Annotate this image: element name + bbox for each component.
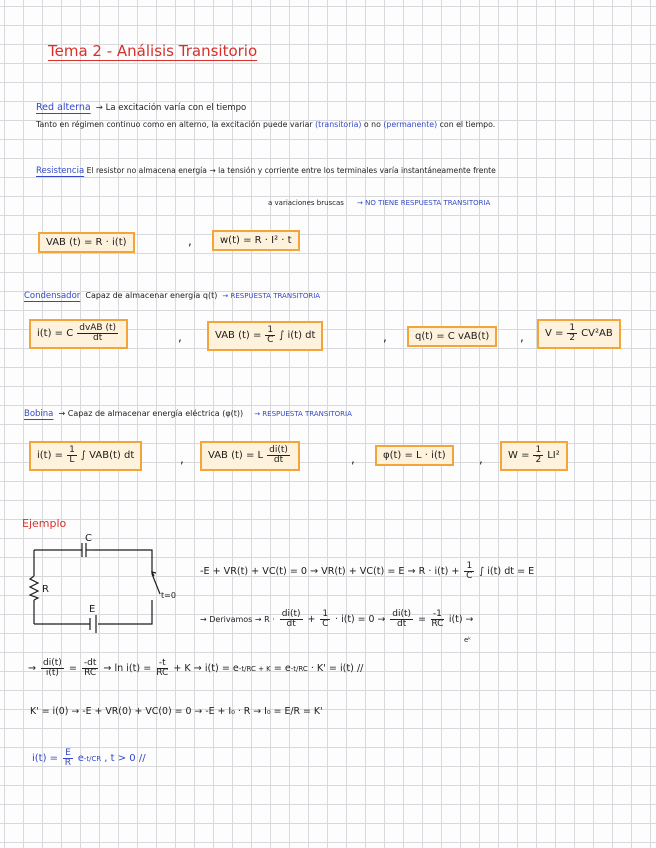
equation-derivative [200, 610, 473, 630]
bf4-right: LI² [547, 450, 560, 462]
separator: , [188, 234, 192, 248]
bobina-formula-current [29, 441, 142, 471]
final-right: , t > 0 // [104, 753, 146, 765]
o-no-text: o no [363, 120, 381, 129]
separator: , [520, 330, 524, 344]
eq2-den4: RC [431, 619, 444, 630]
bf1-left: i(t) = [37, 450, 64, 462]
cf2-left: VAB (t) = [215, 330, 262, 342]
equation-integration [28, 659, 363, 679]
source-symbol [90, 615, 96, 633]
eq3-den3: RC [156, 668, 169, 679]
cf4-left: V = [545, 328, 564, 340]
eq2-num2: 1 [322, 609, 329, 619]
bf1-fraction [67, 446, 77, 466]
eq3-f: · K' = i(t) // [310, 663, 364, 675]
resistencia-formula-energy [212, 230, 300, 251]
eq3-c: → ln i(t) = [103, 663, 152, 675]
cf3-text: q(t) = C vAB(t) [415, 331, 490, 342]
resistor-symbol [30, 576, 38, 600]
eq3-d: + K → i(t) = e [173, 663, 239, 675]
transitoria-text: (transitoria) [315, 120, 362, 129]
rc-circuit-diagram [28, 530, 176, 632]
resistor-label: R [42, 584, 49, 595]
bf1-num: 1 [69, 445, 75, 455]
cf1-num: dvAB (t) [79, 323, 117, 333]
eq3-frac1 [41, 659, 64, 679]
eq3-b: = [68, 663, 77, 675]
bobina-line [24, 401, 352, 420]
bf1-right: ∫ VAB(t) dt [80, 450, 135, 462]
cf1-fraction [77, 324, 118, 344]
cf2-num: 1 [267, 325, 274, 335]
capacitor-symbol [82, 543, 86, 557]
eq3-exp2: -t/RC [290, 664, 308, 673]
separator: , [479, 452, 483, 466]
separator: , [178, 330, 182, 344]
eq2-d: = [418, 614, 426, 626]
formula-w-text: w(t) = R · I² · t [220, 235, 292, 246]
eq2-den1: dt [286, 619, 296, 630]
red-alterna-line [36, 95, 246, 114]
formula-vab-text: VAB (t) = R · i(t) [46, 237, 127, 248]
eq2-a: → Derivamos → R · [200, 615, 275, 625]
top-wire [34, 550, 152, 574]
cf2-fraction [265, 326, 275, 346]
eq3-num3: -t [158, 658, 166, 668]
ejemplo-heading: Ejemplo [22, 517, 67, 530]
final-result [32, 749, 146, 769]
switch-symbol [152, 574, 160, 594]
eq2-frac4 [431, 610, 444, 630]
cf4-den: 2 [569, 333, 576, 344]
eq3-e: = e [273, 663, 291, 675]
separator: , [383, 330, 387, 344]
eq1-num: 1 [466, 561, 473, 571]
final-left: i(t) = [32, 753, 59, 765]
variaciones-text: a variaciones bruscas [268, 199, 344, 207]
condensador-line [24, 283, 320, 302]
bf2-left: VAB (t) = L [208, 450, 264, 462]
eq1-a: -E + VR(t) + VC(t) = 0 → VR(t) + VC(t) = E → R · i(t) + [200, 566, 460, 578]
cf1-den: dt [93, 333, 103, 344]
eq1-b: ∫ i(t) dt = E [479, 566, 535, 578]
condensador-arrow-text: → RESPUESTA TRANSITORIA [222, 292, 321, 300]
eq2-den3: dt [397, 619, 407, 630]
bobina-formula-flux [375, 445, 454, 466]
eq2-b: + [307, 614, 316, 626]
switch-time-label: t=0 [161, 591, 176, 600]
eq2-num1: di(t) [281, 609, 301, 619]
eq3-den2: RC [84, 668, 97, 679]
bf2-den: dt [273, 455, 284, 466]
bobina-formula-voltage [200, 441, 300, 471]
eq2-num3: di(t) [392, 609, 412, 619]
eq3-frac3 [156, 659, 168, 679]
condensador-text: Capaz de almacenar energía q(t) [85, 291, 218, 300]
condensador-formula-current [29, 319, 128, 349]
eq3-frac2 [82, 659, 99, 679]
eq2-e: i(t) → [448, 614, 474, 626]
equation-initial-condition: K' = i(0) → -E + VR(0) + VC(0) = 0 → -E + I₀ · R → I₀ = E/R = K' [30, 706, 323, 717]
bf1-den: L [69, 455, 75, 466]
resistencia-text: El resistor no almacena energía → la tensión y corriente entre los terminales varía instantáneamente frente [86, 166, 496, 175]
eq2-den2: C [322, 619, 329, 630]
final-den: R [64, 758, 72, 769]
bf4-num: 1 [535, 445, 542, 455]
cf4-right: CV²AB [581, 328, 613, 340]
resistencia-heading: Resistencia [36, 166, 85, 176]
eq1-den: C [466, 571, 473, 582]
cf4-fraction [567, 324, 577, 344]
bf3-text: φ(t) = L · i(t) [383, 450, 446, 461]
bf4-left: W = [508, 450, 530, 462]
eq2-num4: -1 [432, 609, 442, 619]
condensador-formula-voltage [207, 321, 323, 351]
eq1-fraction [464, 562, 474, 582]
capacitor-label: C [85, 533, 92, 544]
eq3-a: → [28, 663, 37, 675]
bf2-num: di(t) [269, 445, 288, 455]
no-respuesta-text: → NO TIENE RESPUESTA TRANSITORIA [357, 199, 491, 207]
eq3-num1: di(t) [43, 658, 62, 668]
eq2-frac1 [280, 610, 303, 630]
bobina-heading: Bobina [24, 409, 54, 419]
red-alterna-text: → La excitación varía con el tiempo [95, 103, 247, 113]
eq3-num2: -dt [83, 658, 97, 668]
condensador-formula-charge [407, 326, 497, 347]
separator: , [180, 452, 184, 466]
cf4-num: 1 [569, 323, 576, 333]
condensador-heading: Condensador [24, 291, 81, 301]
final-exp: -t/CR [83, 754, 102, 763]
eq2-frac2 [320, 610, 330, 630]
eq2-frac3 [390, 610, 413, 630]
eq3-exp1: -t/RC + K [238, 664, 271, 673]
regimen-text: Tanto en régimen continuo como en alterno, la excitación puede variar [36, 120, 313, 129]
bf2-fraction [267, 446, 290, 466]
tiempo-text: con el tiempo. [439, 120, 496, 129]
page-title: Tema 2 - Análisis Transitorio [48, 42, 258, 60]
eq3-den1: i(t) [45, 668, 59, 679]
resistencia-line2 [268, 190, 490, 209]
regimen-line [36, 120, 495, 129]
equation-kvl [200, 562, 534, 582]
bf4-fraction [533, 446, 543, 466]
cf1-left: i(t) = C [37, 328, 74, 340]
final-frac [63, 749, 73, 769]
source-label: E [89, 604, 96, 615]
cf2-right: ∫ i(t) dt [279, 330, 316, 342]
bobina-formula-energy [500, 441, 568, 471]
eq2-c: · i(t) = 0 → [335, 614, 386, 626]
final-num: E [65, 748, 71, 758]
cf2-den: C [267, 335, 274, 346]
final-mid: e [77, 753, 84, 765]
eq2-ek-note: eᵏ [464, 636, 472, 644]
permanente-text: (permanente) [383, 120, 438, 129]
bf4-den: 2 [535, 455, 542, 466]
resistencia-line [36, 166, 496, 176]
bobina-text: → Capaz de almacenar energía eléctrica (φ(t)) [58, 409, 244, 418]
resistencia-formula-voltage [38, 232, 135, 253]
bobina-arrow-text: → RESPUESTA TRANSITORIA [254, 410, 352, 418]
condensador-formula-energy [537, 319, 621, 349]
separator: , [351, 452, 355, 466]
red-alterna-heading: Red alterna [36, 102, 91, 113]
